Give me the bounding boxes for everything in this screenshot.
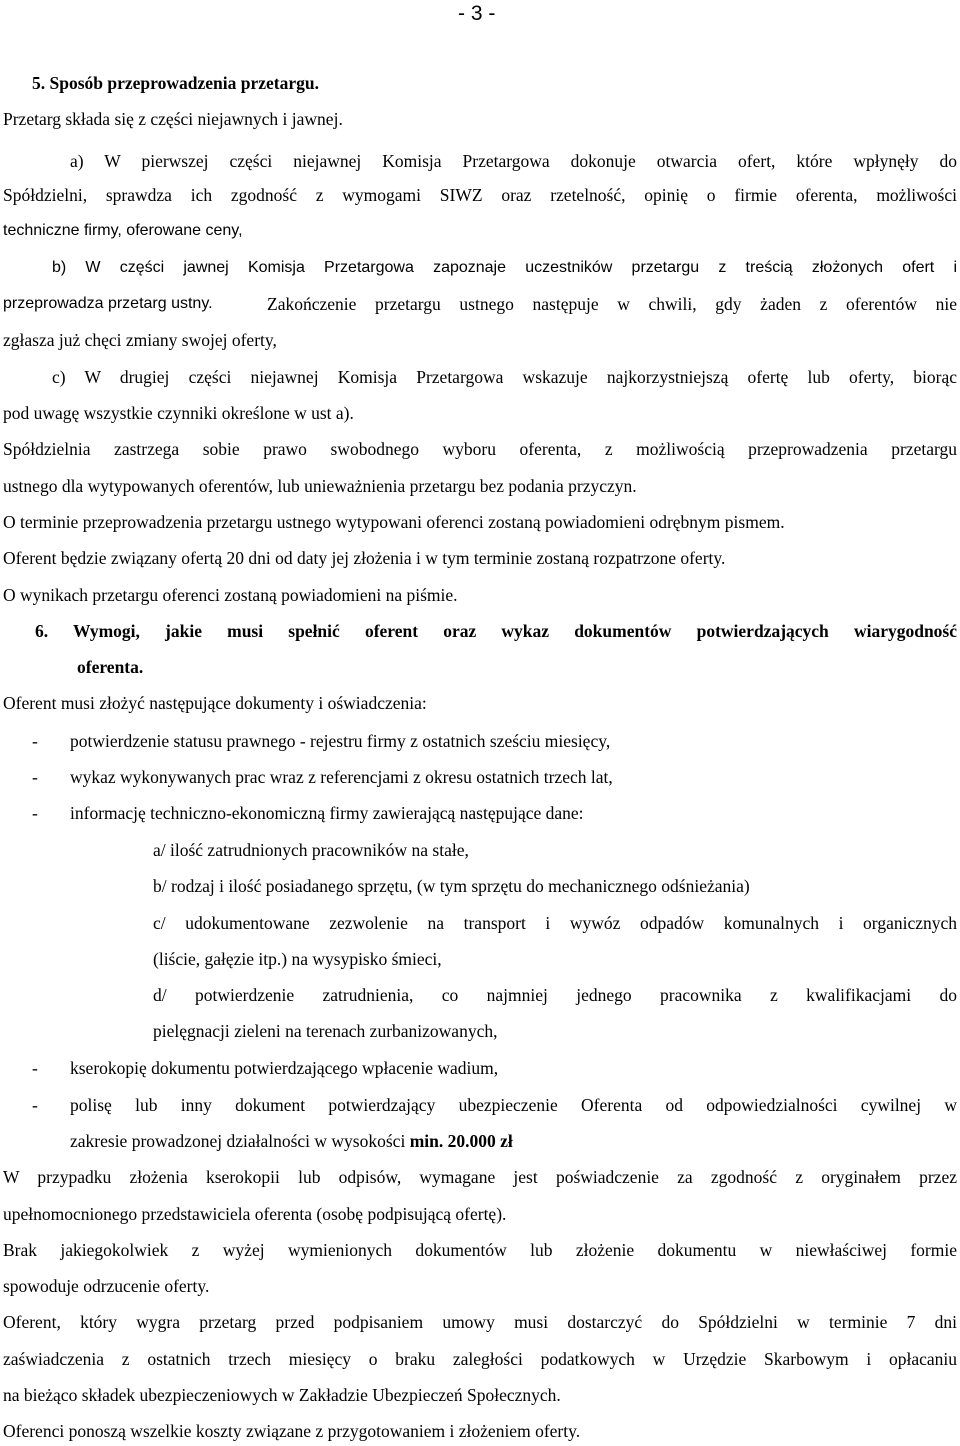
paragraph-line: O wynikach przetargu oferenci zostaną powiadomieni na piśmie. — [3, 585, 458, 605]
sub-item: (liście, gałęzie itp.) na wysypisko śmieci, — [153, 949, 442, 969]
section-5-heading: 5. Sposób przeprowadzenia przetargu. — [32, 73, 319, 93]
list-item: informację techniczno-ekonomiczną firmy zawierającą następujące dane: — [70, 803, 584, 823]
point-c-line: c) W drugiej części niejawnej Komisja Przetargowa wskazuje najkorzystniejszą ofertę lub oferty, biorąc — [52, 367, 957, 387]
point-b-line: b) W części jawnej Komisja Przetargowa zapoznaje uczestników przetargu z treścią złożonych ofert i — [52, 259, 957, 276]
sub-item: a/ ilość zatrudnionych pracowników na stałe, — [153, 840, 469, 860]
point-a-line: techniczne firmy, oferowane ceny, — [3, 222, 243, 239]
sub-item: pielęgnacji zieleni na terenach zurbanizowanych, — [153, 1021, 498, 1041]
point-a-line: Spółdzielni, sprawdza ich zgodność z wymogami SIWZ oraz rzetelność, opinię o firmie oferenta, możliwości — [3, 185, 957, 205]
list-dash: - — [32, 1095, 38, 1115]
list-dash: - — [32, 731, 38, 751]
list-item: wykaz wykonywanych prac wraz z referencjami z okresu ostatnich trzech lat, — [70, 767, 613, 787]
sub-item: d/ potwierdzenie zatrudnienia, co najmniej jednego pracownika z kwalifikacjami do — [153, 985, 957, 1005]
list-item: kserokopię dokumentu potwierdzającego wpłacenie wadium, — [70, 1058, 499, 1078]
section-5-intro: Przetarg składa się z części niejawnych i jawnej. — [3, 109, 343, 129]
insurance-amount: min. 20.000 zł — [409, 1131, 513, 1151]
page-number: - 3 - — [458, 2, 496, 25]
point-c-line: pod uwagę wszystkie czynniki określone w ust a). — [3, 403, 354, 423]
paragraph-line: Brak jakiegokolwiek z wyżej wymienionych dokumentów lub złożenie dokumentu w niewłaściwej formie — [3, 1240, 957, 1260]
list-item: polisę lub inny dokument potwierdzający ubezpieczenie Oferenta od odpowiedzialności cywilnej w — [70, 1095, 957, 1115]
list-item — [70, 1130, 957, 1152]
paragraph-line: spowoduje odrzucenie oferty. — [3, 1276, 210, 1296]
section-6-intro: Oferent musi złożyć następujące dokumenty i oświadczenia: — [3, 693, 427, 713]
point-b-line: przeprowadza przetarg ustny. — [3, 295, 213, 312]
paragraph-line: O terminie przeprowadzenia przetargu ustnego wytypowani oferenci zostaną powiadomieni odrębnym pismem. — [3, 512, 785, 532]
section-6-heading: oferenta. — [77, 657, 144, 677]
point-b-line: zgłasza już chęci zmiany swojej oferty, — [3, 330, 277, 350]
list-item-text: zakresie prowadzonej działalności w wysokości — [70, 1131, 410, 1151]
paragraph-line: Oferent będzie związany ofertą 20 dni od daty jej złożenia i w tym terminie zostaną rozpatrzone oferty. — [3, 548, 726, 568]
paragraph-line: ustnego dla wytypowanych oferentów, lub unieważnienia przetargu bez podania przyczyn. — [3, 476, 637, 496]
paragraph-line: zaświadczenia z ostatnich trzech miesięcy o braku zaległości podatkowych w Urzędzie Skarbowym i opłacaniu — [3, 1349, 957, 1369]
paragraph-line: Oferent, który wygra przetarg przed podpisaniem umowy musi dostarczyć do Spółdzielni w terminie 7 dni — [3, 1312, 957, 1332]
point-a-line: a) W pierwszej części niejawnej Komisja Przetargowa dokonuje otwarcia ofert, które wpłynęły do — [70, 151, 957, 171]
list-dash: - — [32, 1058, 38, 1078]
paragraph-line: W przypadku złożenia kserokopii lub odpisów, wymagane jest poświadczenie za zgodność z oryginałem przez — [3, 1167, 957, 1187]
paragraph-line: Spółdzielnia zastrzega sobie prawo swobodnego wyboru oferenta, z możliwością przeprowadzenia przetargu — [3, 439, 957, 459]
section-6-heading: 6. Wymogi, jakie musi spełnić oferent oraz wykaz dokumentów potwierdzających wiarygodność — [35, 621, 957, 641]
sub-item: c/ udokumentowane zezwolenie na transport i wywóz odpadów komunalnych i organicznych — [153, 913, 957, 933]
point-b-line: Zakończenie przetargu ustnego następuje w chwili, gdy żaden z oferentów nie — [267, 294, 957, 314]
list-dash: - — [32, 803, 38, 823]
paragraph-line: na bieżąco składek ubezpieczeniowych w Zakładzie Ubezpieczeń Społecznych. — [3, 1385, 561, 1405]
paragraph-line: upełnomocnionego przedstawiciela oferenta (osobę podpisującą ofertę). — [3, 1204, 507, 1224]
paragraph-line: Oferenci ponoszą wszelkie koszty związane z przygotowaniem i złożeniem oferty. — [3, 1421, 581, 1441]
sub-item: b/ rodzaj i ilość posiadanego sprzętu, (w tym sprzętu do mechanicznego odśnieżania) — [153, 876, 750, 896]
list-item: potwierdzenie statusu prawnego - rejestru firmy z ostatnich sześciu miesięcy, — [70, 731, 611, 751]
list-dash: - — [32, 767, 38, 787]
